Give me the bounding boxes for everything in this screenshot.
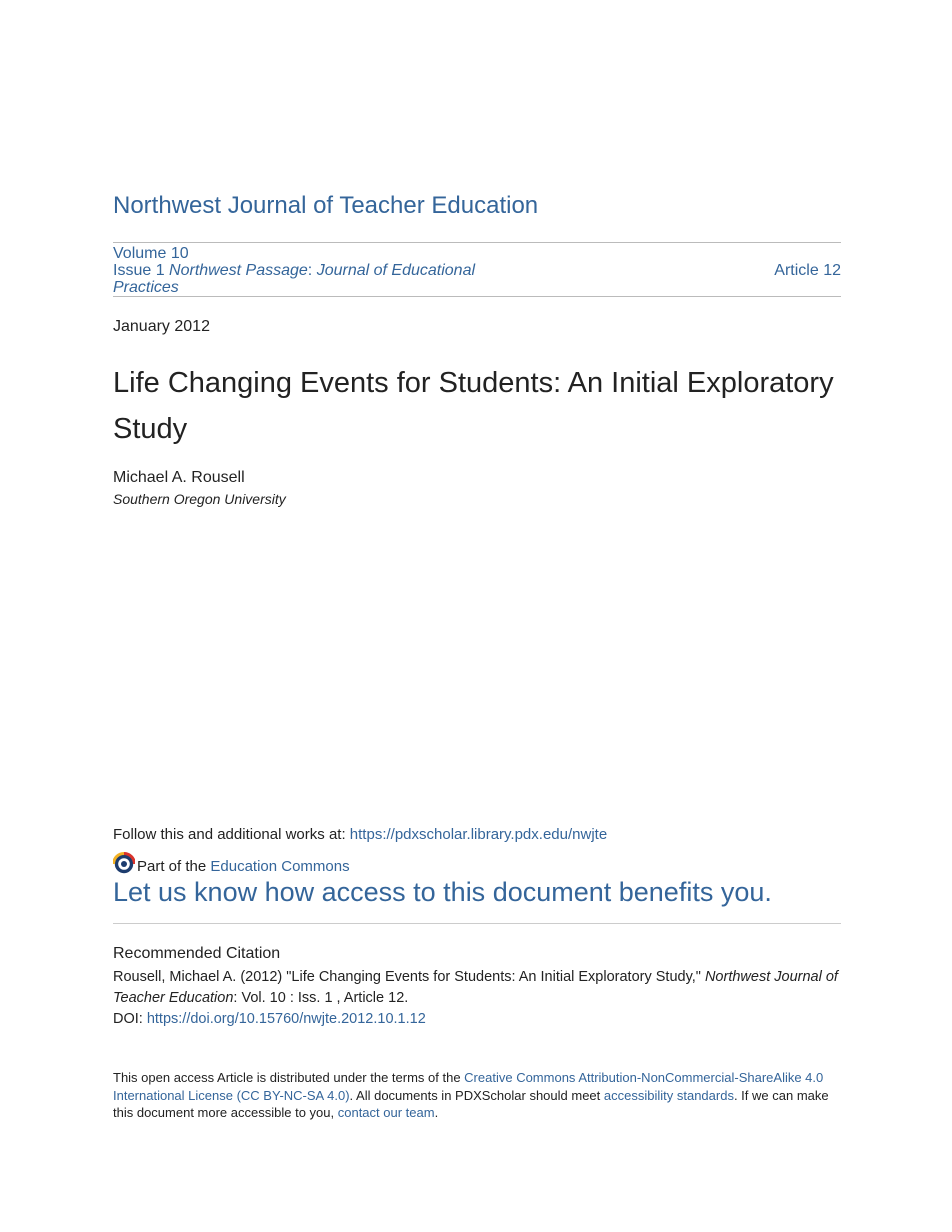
follow-line	[113, 826, 607, 843]
divider	[113, 923, 841, 924]
author-name: Michael A. Rousell	[113, 469, 245, 486]
volume-issue-info	[113, 245, 533, 296]
network-commons-icon	[113, 852, 135, 874]
author-affiliation: Southern Oregon University	[113, 491, 286, 507]
volume-link[interactable]: Volume 10	[113, 245, 189, 262]
doi-label: DOI:	[113, 1011, 147, 1027]
cc-license-link[interactable]: Creative Commons Attribution-NonCommercial-ShareAlike 4.0 International License (CC BY-NC-SA 4.0)	[113, 1070, 824, 1103]
education-commons-link[interactable]: Education Commons	[210, 858, 350, 875]
license-text-b: . All documents in PDXScholar should meet	[349, 1087, 604, 1103]
license-text-c: . If we can make this document more accessible to you,	[113, 1087, 829, 1120]
citation-body	[113, 967, 841, 1030]
doi-link[interactable]: https://doi.org/10.15760/nwjte.2012.10.1.12	[146, 1011, 426, 1027]
issue-title-a[interactable]: Northwest Passage	[169, 262, 308, 279]
part-of-line	[113, 852, 350, 876]
license-text-d: .	[434, 1105, 439, 1120]
issue-link[interactable]	[113, 262, 533, 296]
issue-number[interactable]: Issue 1	[113, 262, 165, 279]
part-of-label: Part of the	[137, 858, 211, 875]
issue-title-sep: :	[307, 262, 313, 279]
issue-title-b[interactable]: Journal of Educational Practices	[113, 262, 476, 296]
citation-text-b: : Vol. 10 : Iss. 1 , Article 12.	[233, 990, 409, 1006]
article-number-link[interactable]: Article 12	[774, 262, 841, 279]
citation-journal: Northwest Journal of Teacher Education	[113, 969, 838, 1006]
repository-link[interactable]: https://pdxscholar.library.pdx.edu/nwjte	[349, 826, 608, 843]
volume-issue-bar	[113, 242, 841, 297]
citation-text-a: Rousell, Michael A. (2012) "Life Changing Events for Students: An Initial Exploratory Study,"	[113, 969, 705, 985]
citation-heading: Recommended Citation	[113, 945, 281, 962]
article-title: Life Changing Events for Students: An Initial Exploratory Study	[113, 367, 834, 445]
journal-title-link[interactable]: Northwest Journal of Teacher Education	[113, 192, 539, 219]
contact-team-link[interactable]: contact our team	[337, 1105, 435, 1120]
license-text-a: This open access Article is distributed under the terms of the	[113, 1070, 465, 1085]
license-notice	[113, 1069, 841, 1122]
follow-label: Follow this and additional works at:	[113, 826, 350, 843]
accessibility-standards-link[interactable]: accessibility standards	[603, 1087, 734, 1103]
publication-date: January 2012	[113, 318, 210, 335]
feedback-link[interactable]: Let us know how access to this document benefits you.	[113, 877, 772, 907]
